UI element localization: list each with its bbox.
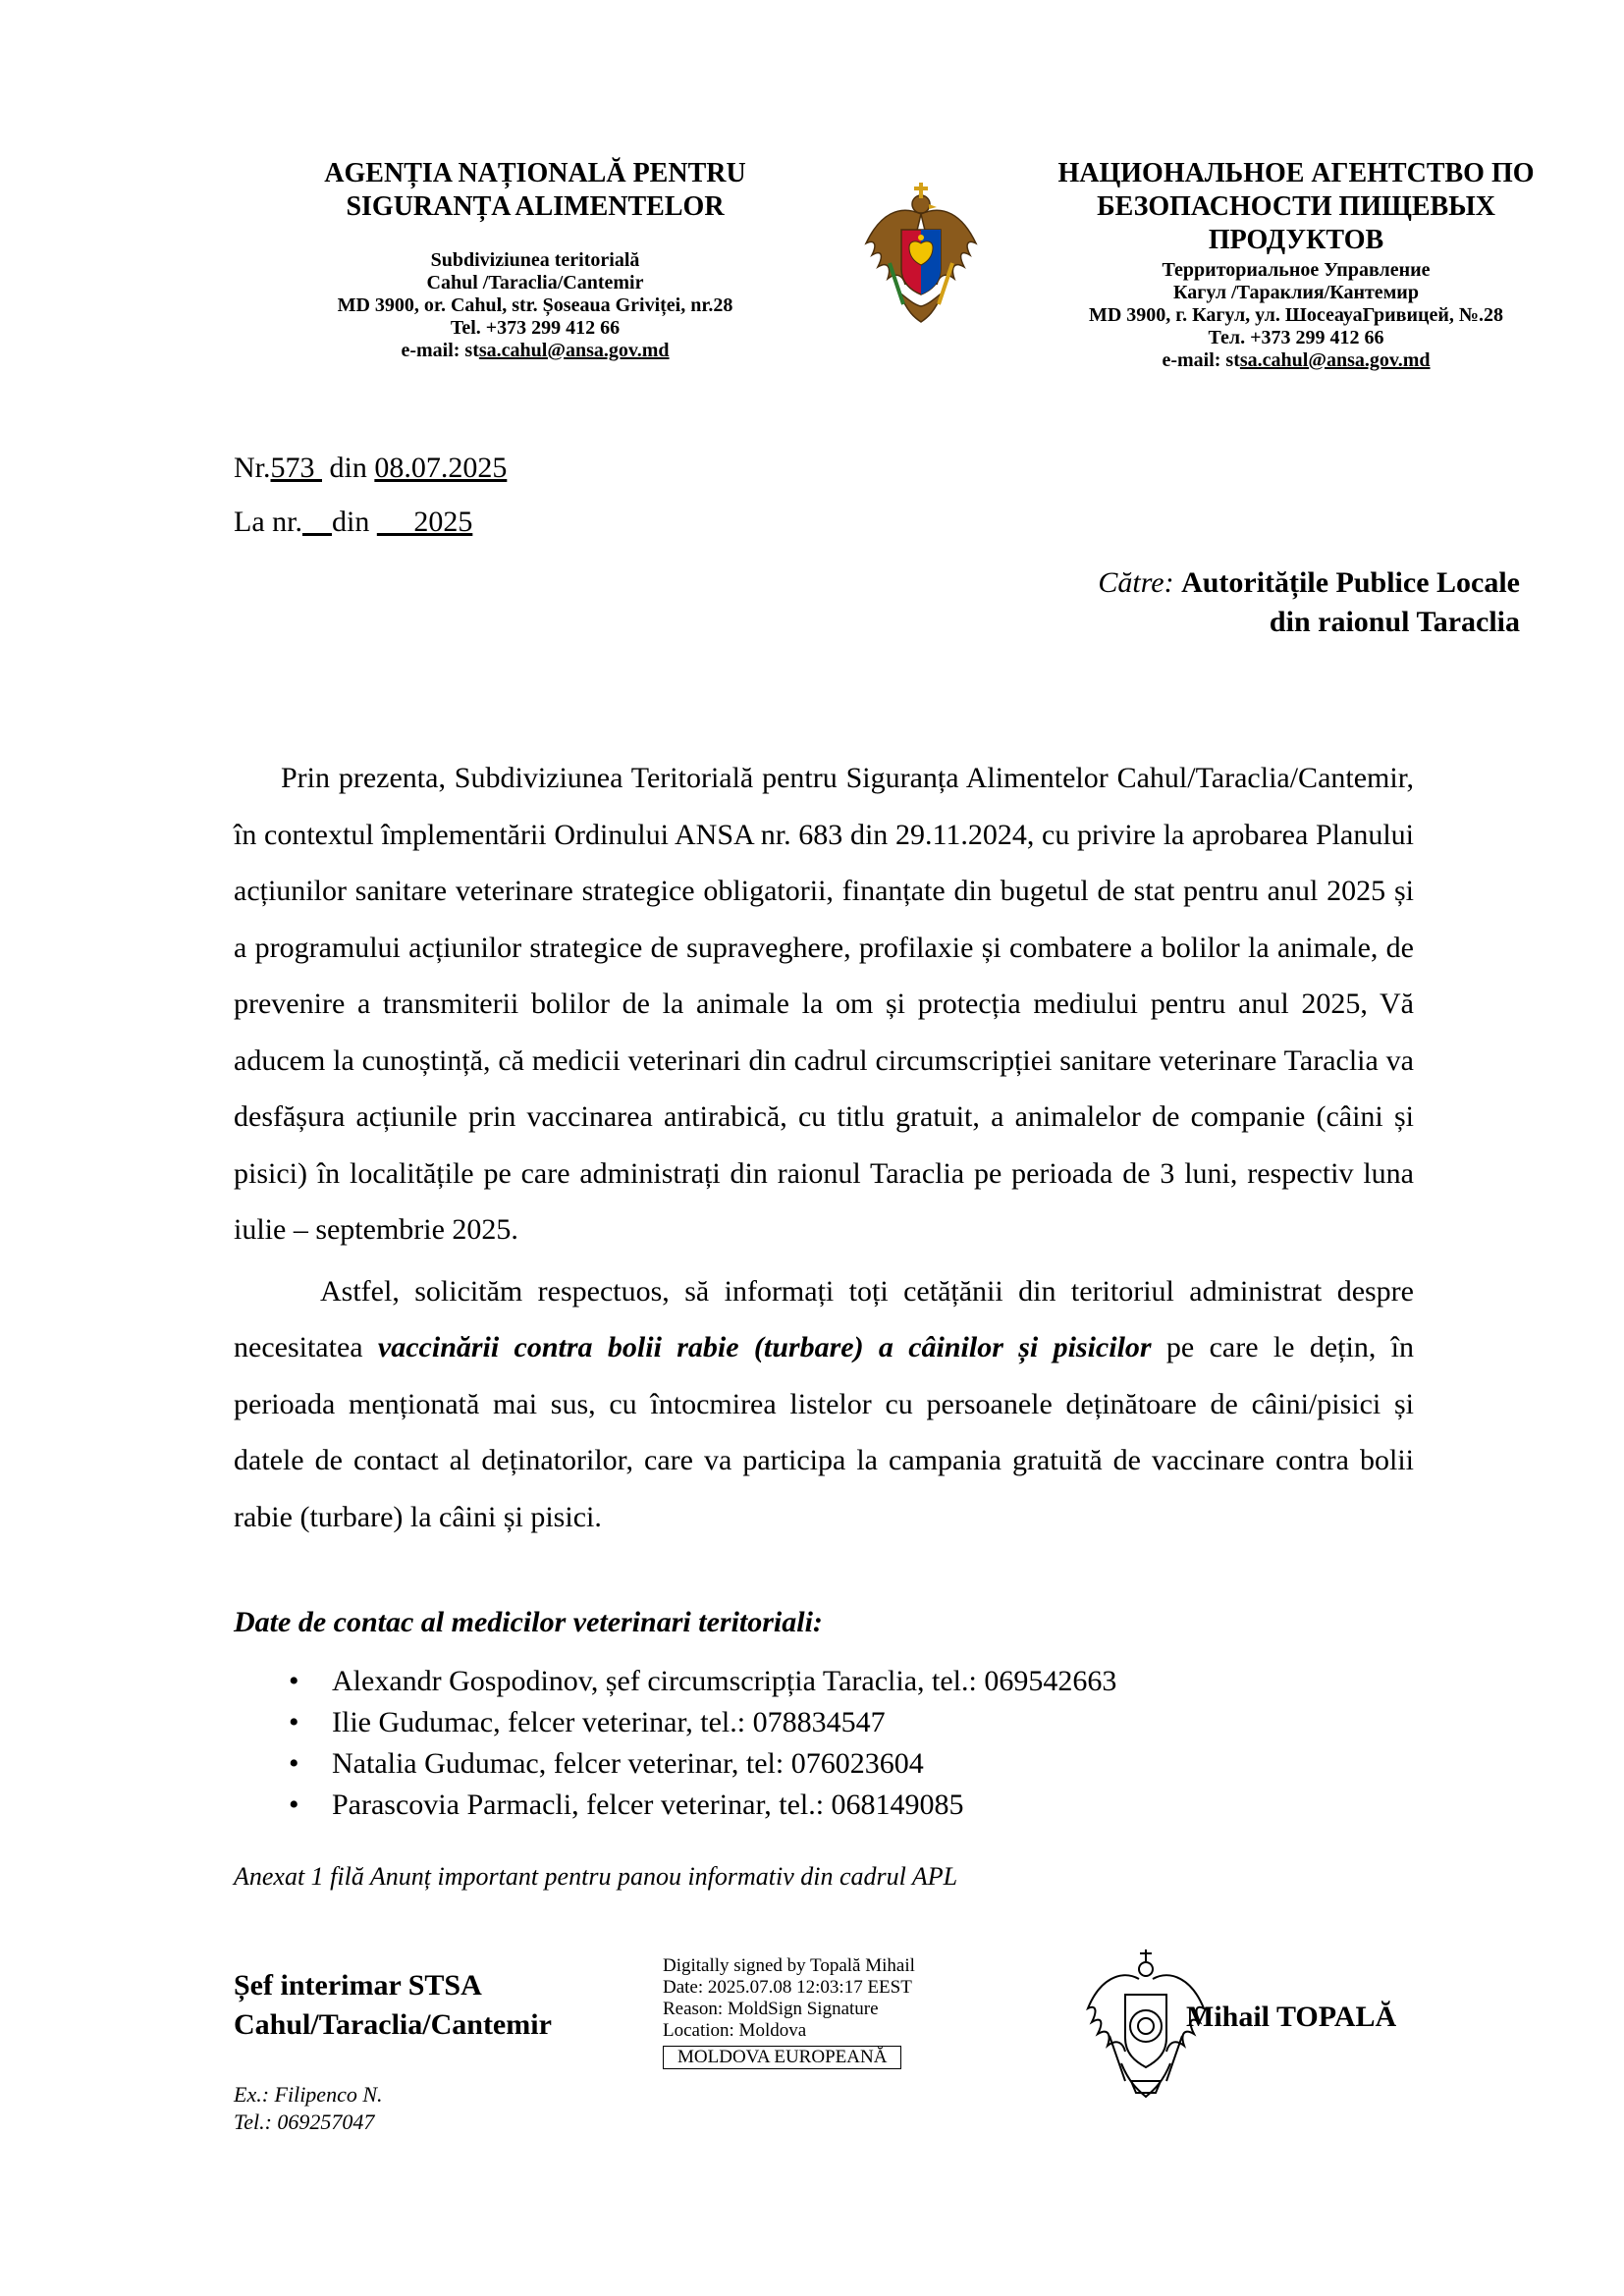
- subdivision-ru: Территориальное Управление: [1162, 259, 1431, 281]
- letter-body: [234, 750, 1414, 1545]
- email-ro: [265, 340, 805, 362]
- header-left-block: [265, 157, 805, 362]
- contact-text: Natalia Gudumac, felcer veterinar, tel: 076023604: [332, 1747, 924, 1780]
- digital-signature-block: [663, 1955, 915, 2069]
- digital-location: Location: Moldova: [663, 2020, 807, 2041]
- signer-title-line1: Șef interimar STSA: [234, 1969, 482, 2002]
- region-ro: Cahul /Taraclia/Cantemir: [426, 272, 644, 294]
- region-ru: Кагул /Тараклия/Кантемир: [1173, 282, 1419, 303]
- recipient-line1: [982, 563, 1520, 603]
- recipient-block: [982, 563, 1520, 642]
- recipient-district: din raionul Taraclia: [1269, 606, 1520, 638]
- address-ro: MD 3900, or. Cahul, str. Șoseaua Griviței, nr.28: [337, 294, 733, 316]
- contact-text: Ilie Gudumac, felcer veterinar, tel.: 078834547: [332, 1706, 886, 1738]
- la-din-label: din: [331, 506, 377, 538]
- la-date-value: 2025: [376, 506, 473, 538]
- contact-text: Alexandr Gospodinov, șef circumscripția Taraclia, tel.: 069542663: [332, 1665, 1117, 1697]
- signer-name: Mihail TOPALĂ: [1186, 2001, 1397, 2033]
- contacts-title: Date de contac al medicilor veterinari teritoriali:: [234, 1606, 823, 1638]
- digital-signed-by: Digitally signed by Topală Mihail: [663, 1955, 915, 1976]
- address-ru: MD 3900, г. Кагул, ул. ШосеауаГривицей, №.28: [1088, 304, 1504, 326]
- recipient-name: Autoritățile Publice Locale: [1181, 566, 1520, 599]
- agency-name-ru-line1: НАЦИОНАЛЬНОЕ АГЕНТСТВО ПО: [1057, 158, 1535, 188]
- date-value: 08.07.2025: [374, 452, 508, 484]
- signer-title: [234, 1966, 552, 2045]
- moldova-europeana-badge: MOLDOVA EUROPEANĂ: [663, 2046, 901, 2069]
- signer-title-line2: Cahul/Taraclia/Cantemir: [234, 2008, 552, 2041]
- contact-text: Parascovia Parmacli, felcer veterinar, tel.: 068149085: [332, 1789, 964, 1821]
- body-paragraph-1: Prin prezenta, Subdiviziunea Teritorială pentru Siguranța Alimentelor Cahul/Taraclia/Cantemir, în contextul împlementării Ordinului ANSA nr. 683 din 29.11.2024, cu privire la aprobarea Planului acțiunilor sanitare veterinare strategice obligatorii, finanțate din bugetul de stat pentru anul 2025 și a programului acțiunilor strategice de supraveghere, profilaxie și combatere a bolilor la animale, de prevenire a transmiterii bolilor de la animale la om și protecția mediului pentru anul 2025, Vă aducem la cunoștință, că medicii veterinari din cadrul circumscripției sanitare veterinare Taraclia va desfășura acțiunile prin vaccinarea antirabică, cu titlu gratuit, a animalelor de companie (câini și pisici) în localitățile pe care administrați din raionul Taraclia pe perioada de 3 luni, respectiv luna iulie – septembrie 2025.: [234, 762, 1414, 1246]
- header-right-block: [1021, 157, 1571, 372]
- body-paragraph-2: [234, 1263, 1414, 1546]
- executor-block: [234, 2081, 383, 2136]
- bullet-icon: •: [289, 1747, 299, 1780]
- agency-name-ro-line2: SIGURANȚA ALIMENTELOR: [346, 191, 725, 222]
- annex-note: Anexat 1 filă Anunț important pentru panou informativ din cadrul APL: [234, 1862, 958, 1891]
- list-item: [234, 1702, 1412, 1743]
- list-item: [234, 1661, 1412, 1702]
- agency-name-ro-line1: AGENȚIA NAȚIONALĂ PENTRU: [324, 158, 746, 188]
- la-nr-value: [302, 506, 332, 538]
- bullet-icon: •: [289, 1706, 299, 1738]
- nr-value: 573: [270, 452, 322, 484]
- document-number-line: [234, 452, 507, 485]
- contacts-list: [234, 1661, 1412, 1826]
- phone-ro: Tel. +373 299 412 66: [450, 317, 621, 339]
- email-ru-prefix: e-mail: st: [1162, 349, 1240, 371]
- executor-phone: Tel.: 069257047: [234, 2109, 375, 2134]
- list-item: [234, 1743, 1412, 1785]
- email-ro-prefix: e-mail: st: [401, 340, 479, 361]
- din-label: din: [322, 452, 375, 484]
- nr-label: Nr.: [234, 452, 271, 484]
- body-p2-emphasis: vaccinării contra bolii rabie (turbare) a câinilor și pisicilor: [377, 1331, 1152, 1363]
- list-item: [234, 1785, 1412, 1826]
- body-p2-start: Astfel, solicităm respectuos, să informați toți cetățănii din teritoriul administrat despre necesitatea: [234, 1274, 1414, 1363]
- bullet-icon: •: [289, 1789, 299, 1821]
- la-nr-label: La nr.: [234, 506, 302, 538]
- digital-reason: Reason: MoldSign Signature: [663, 1999, 879, 2019]
- recipient-line2: [982, 603, 1520, 642]
- bullet-icon: •: [289, 1665, 299, 1697]
- moldova-coat-of-arms-icon: [860, 175, 982, 334]
- executor-name: Ex.: Filipenco N.: [234, 2082, 383, 2107]
- recipient-prefix: Către:: [1098, 566, 1182, 599]
- subdivision-ro: Subdiviziunea teritorială: [430, 249, 640, 271]
- digital-date: Date: 2025.07.08 12:03:17 EEST: [663, 1977, 912, 1998]
- agency-name-ru-line3: ПРОДУКТОВ: [1208, 225, 1384, 255]
- email-ru-link[interactable]: sa.cahul@ansa.gov.md: [1239, 349, 1431, 371]
- reply-reference-line: [234, 506, 472, 539]
- body-p2-end: pe care le dețin, în perioada menționată mai sus, cu întocmirea listelor cu persoanele deținătoare de câini/pisici și datele de contact al deținatorilor, care va participa la campania gratuită de vaccinare contra bolii rabie (turbare) la câini și pisici.: [234, 1331, 1414, 1533]
- agency-name-ru-line2: БЕЗОПАСНОСТИ ПИЩЕВЫХ: [1097, 191, 1495, 222]
- phone-ru: Тел. +373 299 412 66: [1208, 327, 1384, 348]
- email-ro-link[interactable]: sa.cahul@ansa.gov.md: [478, 340, 670, 361]
- email-ru: [1021, 349, 1571, 372]
